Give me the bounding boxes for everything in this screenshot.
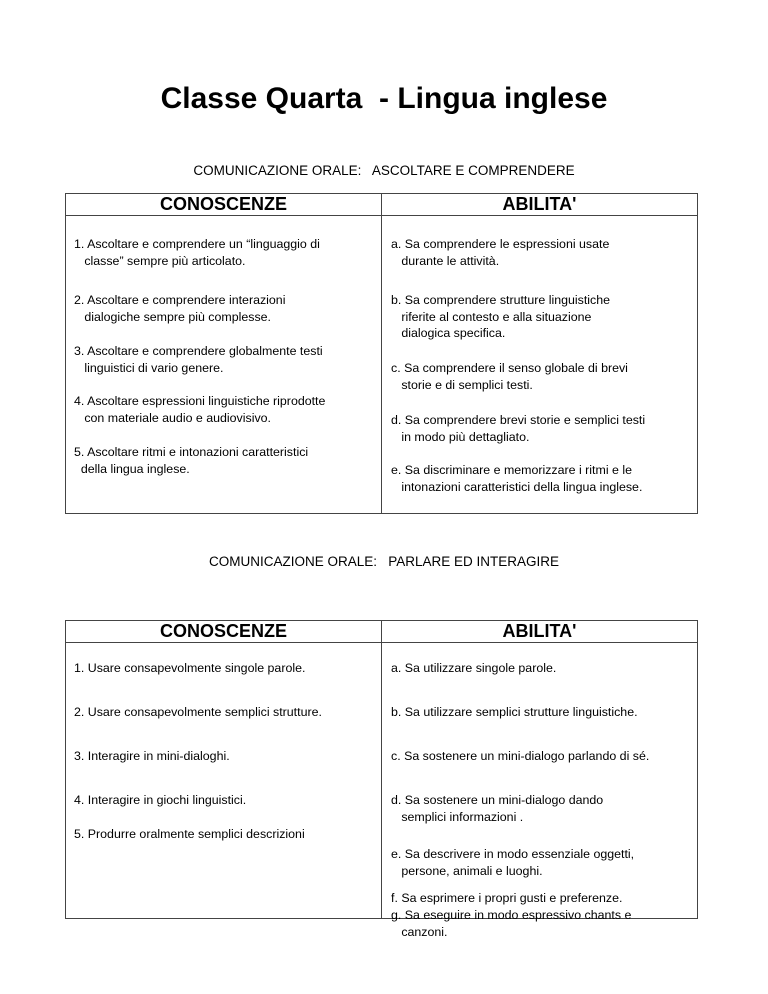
conoscenze-cell [66, 643, 382, 919]
column-header-conoscenze: CONOSCENZE [66, 621, 382, 643]
list-item: f. Sa esprimere i propri gusti e preferenze. [391, 891, 623, 905]
table-row [66, 216, 698, 514]
page-title: Classe Quarta - Lingua inglese [160, 82, 608, 115]
table-parlare-interagire [65, 620, 698, 939]
list-item: 2. Usare consapevolmente semplici strutture. [74, 705, 322, 719]
table-header-row [66, 194, 698, 216]
list-item: 4. Interagire in giochi linguistici. [74, 793, 247, 807]
abilita-cell [382, 216, 698, 514]
column-header-conoscenze: CONOSCENZE [66, 194, 382, 216]
table-ascoltare-comprendere [65, 193, 698, 514]
list-item: e. Sa discriminare e memorizzare i ritmi e le intonazioni caratteristici della lingua inglese. [391, 463, 643, 494]
section-heading-ascoltare: COMUNICAZIONE ORALE: ASCOLTARE E COMPRENDERE [193, 163, 575, 178]
list-item: 4. Ascoltare espressioni linguistiche riprodotte con materiale audio e audiovisivo. [74, 394, 326, 425]
table-row [66, 643, 698, 919]
list-item: c. Sa sostenere un mini-dialogo parlando di sé. [391, 749, 650, 763]
list-item: 3. Interagire in mini-dialoghi. [74, 749, 230, 763]
conoscenze-cell [66, 216, 382, 514]
list-item: c. Sa comprendere il senso globale di brevi storie e di semplici testi. [391, 361, 628, 392]
list-item: 1. Usare consapevolmente singole parole. [74, 661, 306, 675]
list-item: 5. Produrre oralmente semplici descrizioni [74, 827, 305, 841]
list-item: 2. Ascoltare e comprendere interazioni dialogiche sempre più complesse. [74, 293, 286, 324]
table-header-row [66, 621, 698, 643]
list-item: a. Sa comprendere le espressioni usate durante le attività. [391, 237, 610, 268]
list-item: a. Sa utilizzare singole parole. [391, 661, 557, 675]
abilita-cell [382, 643, 698, 939]
list-item: b. Sa comprendere strutture linguistiche riferite al contesto e alla situazione dialogica specifica. [391, 293, 611, 340]
list-item: d. Sa sostenere un mini-dialogo dando semplici informazioni . [391, 793, 604, 824]
list-item: 5. Ascoltare ritmi e intonazioni caratteristici della lingua inglese. [74, 445, 309, 476]
list-item: d. Sa comprendere brevi storie e semplici testi in modo più dettagliato. [391, 413, 646, 444]
list-item: 1. Ascoltare e comprendere un “linguaggio di classe” sempre più articolato. [74, 237, 320, 268]
list-item: b. Sa utilizzare semplici strutture linguistiche. [391, 705, 638, 719]
list-item: e. Sa descrivere in modo essenziale oggetti, persone, animali e luoghi. [391, 847, 635, 878]
column-header-abilita: ABILITA' [382, 621, 698, 643]
list-item: g. Sa eseguire in modo espressivo chants e canzoni. [391, 908, 632, 939]
list-item: 3. Ascoltare e comprendere globalmente testi linguistici di vario genere. [74, 344, 323, 375]
column-header-abilita: ABILITA' [382, 194, 698, 216]
section-heading-parlare: COMUNICAZIONE ORALE: PARLARE ED INTERAGIRE [208, 554, 560, 569]
